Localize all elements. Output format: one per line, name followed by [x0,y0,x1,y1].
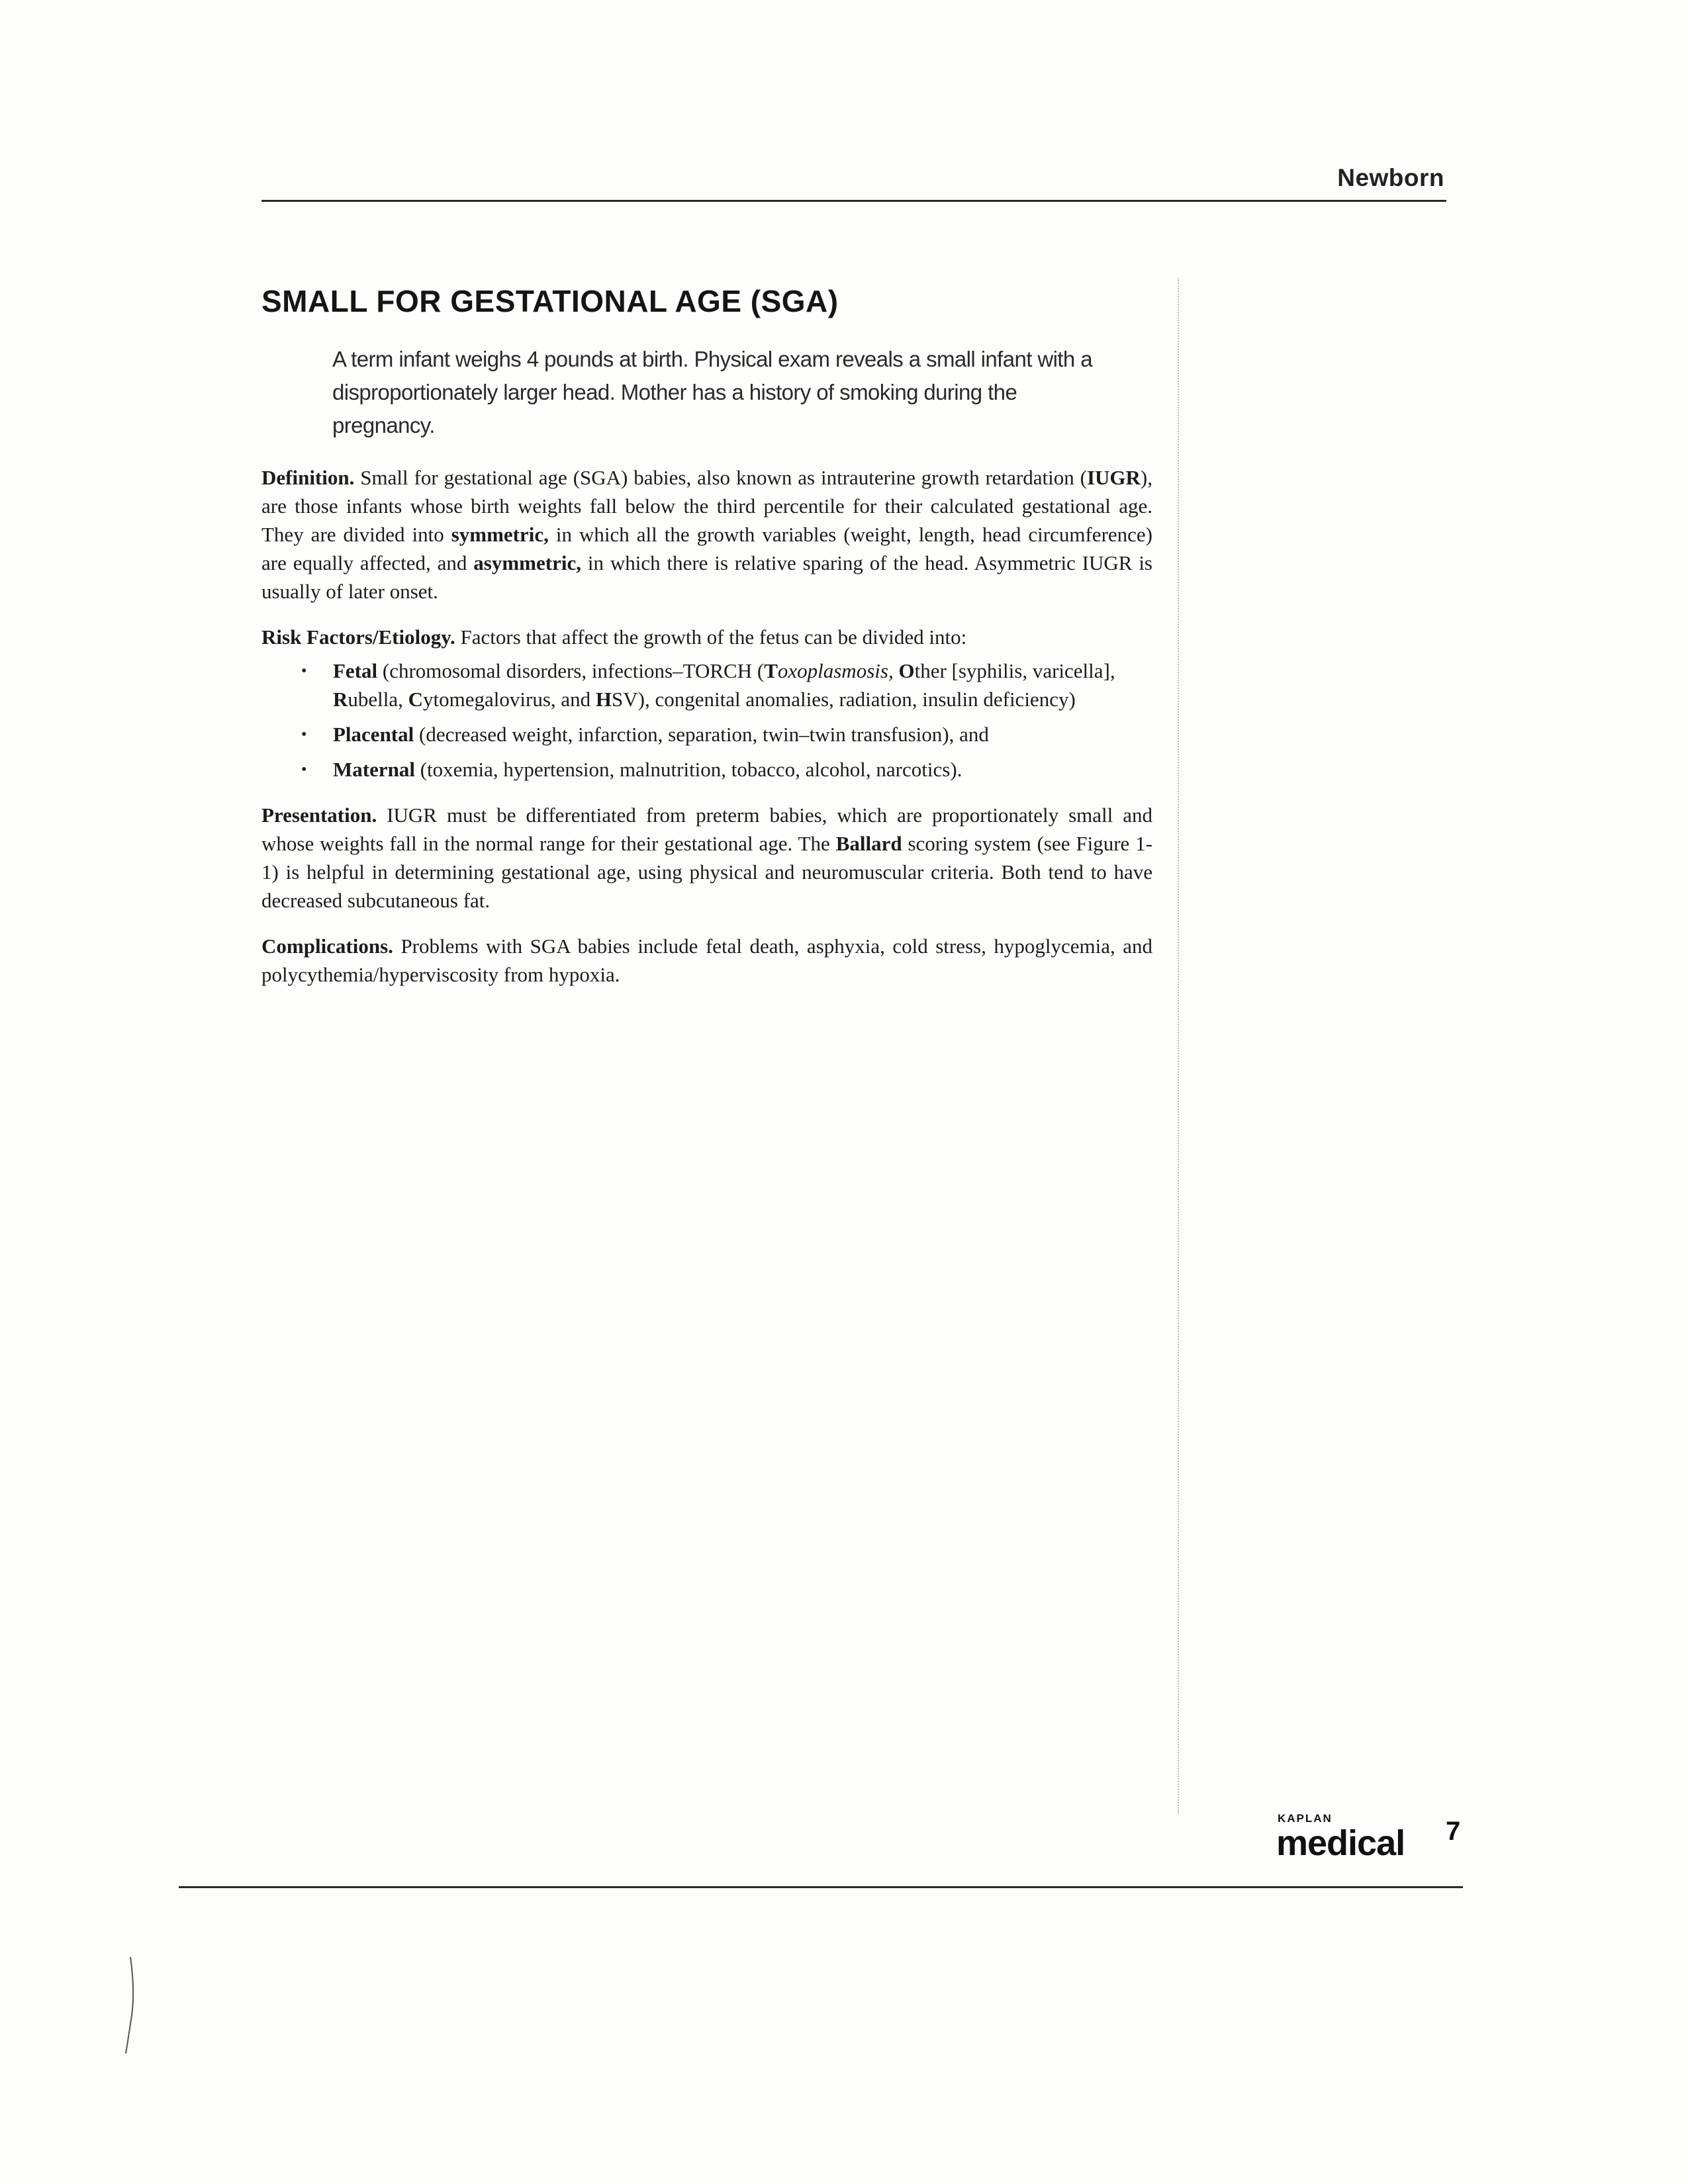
page-number: 7 [1446,1817,1461,1846]
running-head: Newborn [1337,164,1444,191]
complications-paragraph [261,932,1152,989]
torch-letter-o: O [893,659,915,682]
body-text [261,463,1152,1006]
logo-large-text: medical [1276,1823,1405,1863]
list-item-maternal [333,755,1152,784]
fetal-label: Fetal [333,659,378,682]
torch-letter-r: R [333,688,348,711]
complications-text: Problems with SGA babies include fetal death, asphyxia, cold stress, hypoglycemia, and polycythemia/hyperviscosity from hypoxia. [261,934,1152,986]
list-item-fetal [333,657,1152,713]
torch-letter-c: C [408,688,424,711]
fetal-text: ther [syphilis, varicella], [914,659,1115,682]
maternal-text: (toxemia, hypertension, malnutrition, tobacco, alcohol, narcotics). [414,758,962,781]
placental-text: (decreased weight, infarction, separation, twin–twin transfusion), and [414,723,989,746]
scan-artifact-mark [122,1956,142,2055]
definition-text: ), are those infants whose birth weights fall below the third percentile for their calculated gestational age. They are divided into [261,466,1152,546]
list-item-placental [333,720,1152,749]
presentation-text: scoring system (see Figure 1-1) is helpful in determining gestational age, using physical and neuromuscular criteria. Both tend to have decreased subcutaneous fat. [261,832,1152,912]
risk-factors-paragraph [261,623,1152,651]
definition-text: Small for gestational age (SGA) babies, also known as intrauterine growth retardation ( [354,466,1087,489]
complications-label: Complications. [261,934,393,958]
fetal-text: (chromosomal disorders, infections–TORCH ( [377,659,765,682]
logo-small-text: KAPLAN [1278,1812,1333,1825]
risk-factors-list [261,657,1152,784]
section-title: SMALL FOR GESTATIONAL AGE (SGA) [261,284,839,318]
header-rule [261,200,1446,202]
definition-label: Definition. [261,466,355,489]
asymmetric-term: asymmetric, [473,551,581,574]
ballard-term: Ballard [835,832,902,855]
presentation-text: IUGR must be differentiated from preterm babies, which are proportionately small and whose weights fall in the normal range for their gestational age. The [261,803,1152,855]
torch-letter-t: T [764,659,778,682]
risk-factors-label: Risk Factors/Etiology. [261,625,455,649]
toxoplasmosis-text: oxoplasmosis, [777,659,894,682]
risk-factors-intro: Factors that affect the growth of the fetus can be divided into: [455,625,967,649]
kaplan-medical-logo [1276,1812,1409,1872]
definition-text: in which all the growth variables (weight, length, head circumference) are equally affected, and [261,523,1152,574]
fetal-text: ytomegalovirus, and [423,688,596,711]
fetal-text: SV), congenital anomalies, radiation, insulin deficiency) [612,688,1076,711]
definition-paragraph [261,463,1152,606]
presentation-label: Presentation. [261,803,377,827]
maternal-label: Maternal [333,758,415,781]
iugr-term: IUGR [1086,466,1141,489]
footer-rule [179,1886,1463,1888]
presentation-paragraph [261,801,1152,915]
case-vignette: A term infant weighs 4 pounds at birth. Physical exam reveals a small infant with a disproportionately larger head. Mother has a history of smoking during the pregnancy. [332,347,1092,437]
definition-text: in which there is relative sparing of the head. Asymmetric IUGR is usually of later onset. [261,551,1152,603]
margin-dotted-line [1178,278,1179,1813]
placental-label: Placental [333,723,414,746]
torch-letter-h: H [595,688,612,711]
fetal-text: ubella, [348,688,408,711]
symmetric-term: symmetric, [451,523,549,546]
